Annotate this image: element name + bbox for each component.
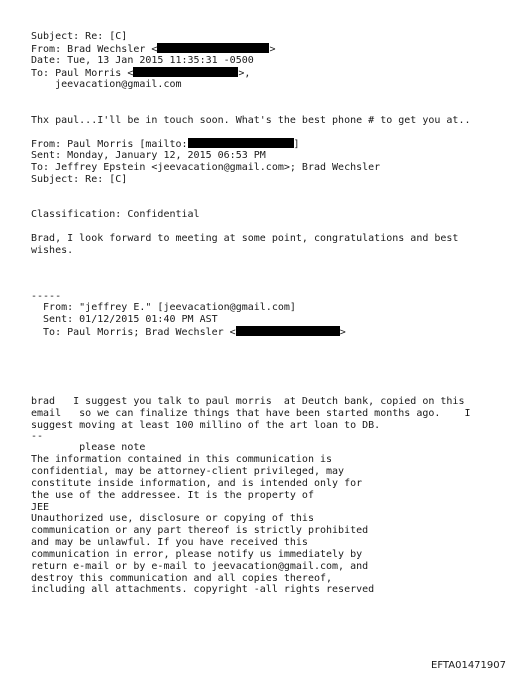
header3-from: From: "jeffrey E." [jeevacation@gmail.com] (31, 302, 296, 313)
message3-line: email so we can finalize things that have been started months ago. I (31, 408, 471, 419)
disclaimer-line: confidential, may be attorney-client privileged, may (31, 466, 345, 477)
document-id: EFTA01471907 (431, 660, 506, 671)
header2-subject: Subject: Re: [C] (31, 174, 128, 185)
disclaimer-line: The information contained in this communication is (31, 454, 333, 465)
header2-from-prefix: From: Paul Morris [mailto: (31, 139, 188, 150)
disclaimer-line: JEE (31, 502, 50, 513)
header2-from-suffix: ] (293, 139, 300, 150)
disclaimer-line: communication in error, please notify us immediately by (31, 549, 363, 560)
redaction-box (133, 67, 238, 77)
separator: ----- (31, 291, 62, 302)
message3-line: suggest moving at least 100 millino of the art loan to DB. (31, 420, 381, 431)
redaction-box (157, 43, 269, 53)
message3-line: -- (31, 431, 44, 442)
header1-date: Date: Tue, 13 Jan 2015 11:35:31 -0500 (31, 55, 254, 66)
disclaimer-line: communication or any part thereof is strictly prohibited (31, 525, 369, 536)
header3-to-prefix: To: Paul Morris; Brad Wechsler < (31, 327, 236, 338)
disclaimer-line: destroy this communication and all copies thereof, (31, 573, 333, 584)
disclaimer-line: and may be unlawful. If you have received this (31, 537, 308, 548)
header1-to-cont: jeevacation@gmail.com (31, 79, 182, 90)
header3-sent: Sent: 01/12/2015 01:40 PM AST (31, 314, 218, 325)
reply-text: Thx paul...I'll be in touch soon. What's the best phone # to get you at.. (31, 115, 471, 126)
disclaimer-line: Unauthorized use, disclosure or copying of this (31, 513, 314, 524)
header2-from (31, 138, 300, 150)
message3-line: brad I suggest you talk to paul morris at Deutch bank, copied on this (31, 396, 465, 407)
header1-from-prefix: From: Brad Wechsler < (31, 44, 158, 55)
message2-line: wishes. (31, 245, 74, 256)
header3-to-suffix: > (339, 327, 346, 338)
disclaimer-line: return e-mail or by e-mail to jeevacation@gmail.com, and (31, 561, 369, 572)
header2-sent: Sent: Monday, January 12, 2015 06:53 PM (31, 150, 266, 161)
header1-from (31, 43, 275, 55)
redaction-box (188, 138, 294, 148)
header1-to-suffix: >, (238, 68, 251, 79)
message2-line: Brad, I look forward to meeting at some point, congratulations and best (31, 233, 459, 244)
header2-to: To: Jeffrey Epstein <jeevacation@gmail.com>; Brad Wechsler (31, 162, 381, 173)
disclaimer-line: including all attachments. copyright -all rights reserved (31, 584, 375, 595)
disclaimer-line: please note (31, 442, 146, 453)
header3-to (31, 326, 346, 338)
header1-to (31, 67, 250, 79)
disclaimer-line: the use of the addressee. It is the property of (31, 490, 314, 501)
disclaimer-line: constitute inside information, and is intended only for (31, 478, 363, 489)
header1-subject: Subject: Re: [C] (31, 31, 128, 42)
classification: Classification: Confidential (31, 209, 200, 220)
redaction-box (236, 326, 340, 336)
header1-to-prefix: To: Paul Morris < (31, 68, 134, 79)
header1-from-suffix: > (269, 44, 276, 55)
